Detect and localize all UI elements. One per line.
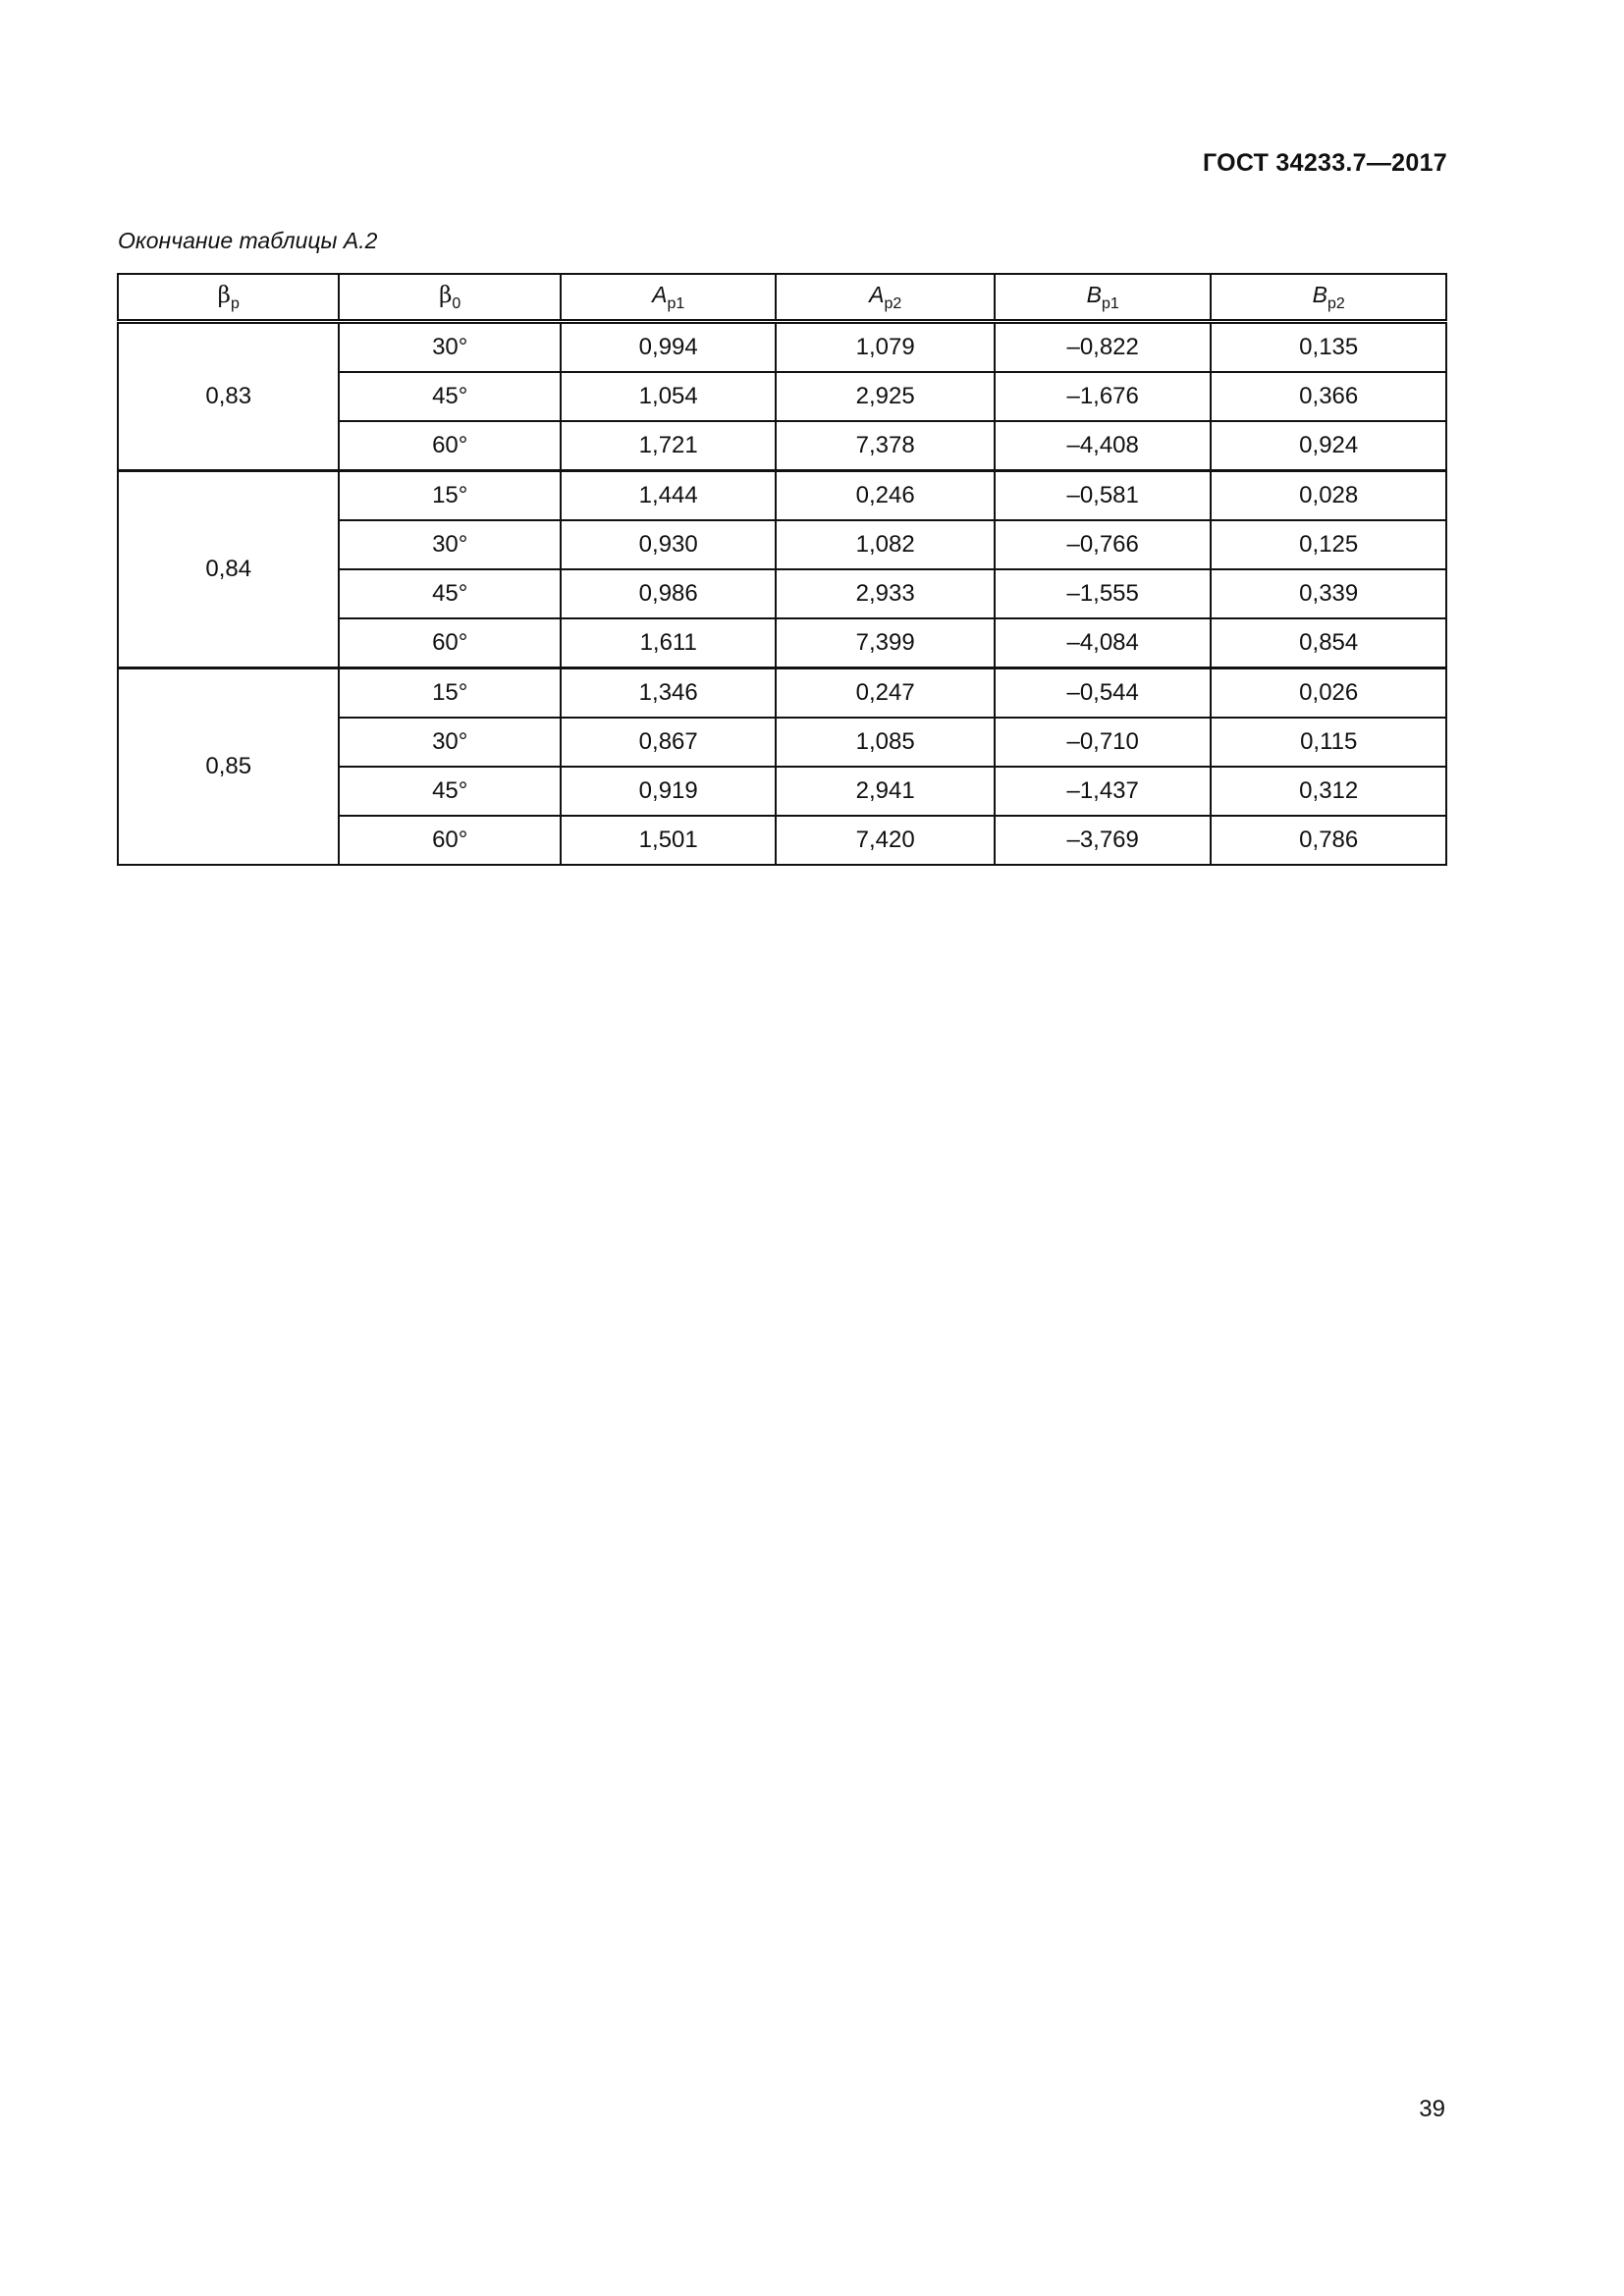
value-cell: 0,867 <box>561 718 776 767</box>
value-cell: 0,135 <box>1211 322 1446 373</box>
beta-0-cell: 15° <box>339 668 560 719</box>
beta-0-cell: 60° <box>339 421 560 471</box>
value-cell: 0,994 <box>561 322 776 373</box>
beta-0-cell: 15° <box>339 471 560 521</box>
beta-0-cell: 45° <box>339 372 560 421</box>
value-cell: 1,721 <box>561 421 776 471</box>
value-cell: 1,501 <box>561 816 776 865</box>
value-cell: 0,854 <box>1211 618 1446 668</box>
value-cell: 0,026 <box>1211 668 1446 719</box>
value-cell: 7,399 <box>776 618 994 668</box>
beta-p-cell: 0,84 <box>118 471 339 668</box>
value-cell: 0,246 <box>776 471 994 521</box>
value-cell: 1,054 <box>561 372 776 421</box>
document-code: ГОСТ 34233.7—2017 <box>1202 149 1447 177</box>
value-cell: –1,555 <box>995 569 1211 618</box>
column-header-symbol: B <box>1312 281 1327 307</box>
value-cell: 0,247 <box>776 668 994 719</box>
column-header <box>339 274 560 322</box>
beta-p-cell: 0,83 <box>118 322 339 471</box>
beta-p-cell: 0,85 <box>118 668 339 866</box>
column-header <box>118 274 339 322</box>
coefficients-table <box>117 273 1447 866</box>
value-cell: –1,437 <box>995 767 1211 816</box>
value-cell: 0,786 <box>1211 816 1446 865</box>
value-cell: 0,339 <box>1211 569 1446 618</box>
value-cell: 0,312 <box>1211 767 1446 816</box>
column-header-symbol: β <box>217 282 231 308</box>
table-header <box>118 274 1446 322</box>
page-number: 39 <box>1419 2096 1445 2122</box>
column-header-subscript: 0 <box>452 294 461 312</box>
beta-0-cell: 30° <box>339 718 560 767</box>
value-cell: 0,115 <box>1211 718 1446 767</box>
value-cell: –4,084 <box>995 618 1211 668</box>
value-cell: 0,125 <box>1211 520 1446 569</box>
value-cell: –0,710 <box>995 718 1211 767</box>
column-header-subscript: p2 <box>1326 294 1345 312</box>
value-cell: –3,769 <box>995 816 1211 865</box>
value-cell: 0,930 <box>561 520 776 569</box>
value-cell: 1,346 <box>561 668 776 719</box>
value-cell: 2,925 <box>776 372 994 421</box>
column-header-symbol: β <box>439 282 453 308</box>
value-cell: –0,822 <box>995 322 1211 373</box>
column-header-symbol: A <box>869 281 885 307</box>
value-cell: 2,933 <box>776 569 994 618</box>
value-cell: –4,408 <box>995 421 1211 471</box>
value-cell: –1,676 <box>995 372 1211 421</box>
beta-0-cell: 45° <box>339 569 560 618</box>
column-header <box>995 274 1211 322</box>
value-cell: 0,919 <box>561 767 776 816</box>
value-cell: 2,941 <box>776 767 994 816</box>
value-cell: 0,028 <box>1211 471 1446 521</box>
beta-0-cell: 60° <box>339 618 560 668</box>
table-row <box>118 471 1446 521</box>
header-row <box>118 274 1446 322</box>
value-cell: 0,986 <box>561 569 776 618</box>
value-cell: –0,544 <box>995 668 1211 719</box>
beta-0-cell: 60° <box>339 816 560 865</box>
value-cell: 7,420 <box>776 816 994 865</box>
beta-0-cell: 45° <box>339 767 560 816</box>
value-cell: –0,581 <box>995 471 1211 521</box>
value-cell: 0,366 <box>1211 372 1446 421</box>
value-cell: –0,766 <box>995 520 1211 569</box>
column-header-subscript: p1 <box>1101 294 1119 312</box>
beta-0-cell: 30° <box>339 322 560 373</box>
column-header-symbol: B <box>1086 281 1102 307</box>
value-cell: 1,085 <box>776 718 994 767</box>
column-header <box>1211 274 1446 322</box>
column-header-subscript: p2 <box>884 294 902 312</box>
column-header-subscript: p1 <box>667 294 685 312</box>
value-cell: 1,079 <box>776 322 994 373</box>
column-header <box>776 274 994 322</box>
column-header-subscript: p <box>230 294 240 312</box>
beta-0-cell: 30° <box>339 520 560 569</box>
column-header <box>561 274 776 322</box>
table-row <box>118 322 1446 373</box>
table-row <box>118 668 1446 719</box>
value-cell: 7,378 <box>776 421 994 471</box>
value-cell: 1,444 <box>561 471 776 521</box>
value-cell: 0,924 <box>1211 421 1446 471</box>
table-body <box>118 322 1446 866</box>
value-cell: 1,611 <box>561 618 776 668</box>
value-cell: 1,082 <box>776 520 994 569</box>
table-caption: Окончание таблицы А.2 <box>118 228 378 253</box>
column-header-symbol: A <box>652 281 668 307</box>
